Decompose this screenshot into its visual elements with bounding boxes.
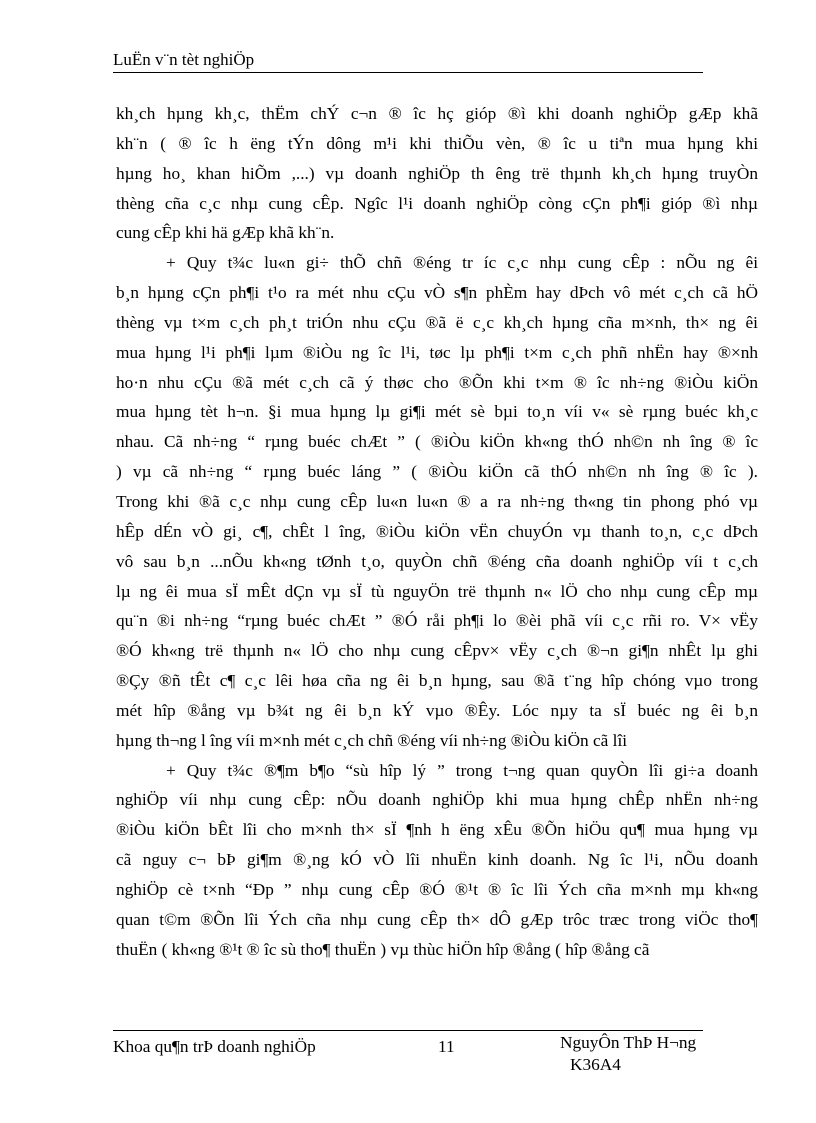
text-line: hµng th¬ng l îng víi m×nh mét c¸ch chñ ®éng víi nh÷ng ®iÒu kiÖn cã lîi — [116, 730, 628, 750]
author-name: NguyÔn ThÞ H¬ng — [560, 1033, 697, 1052]
footer-divider — [113, 1030, 703, 1031]
text-line: thuËn ( kh«ng ®¹t ® îc sù tho¶ thuËn ) vµ thùc hiÖn hîp ®ång ( hîp ®ång cã — [116, 939, 650, 959]
footer-department: Khoa qu¶n trÞ doanh nghiÖp — [113, 1037, 316, 1056]
header-divider — [113, 72, 703, 73]
text-line: nghiÖp víi nhµ cung cÊp: nÕu doanh nghiÖp khi mua hµng chÊp nhËn nh÷ng — [116, 790, 758, 810]
page-number: 11 — [438, 1037, 455, 1056]
text-line: qu¨n ®i nh÷ng “rµng buéc chÆt ” ®Ó råi ph¶i lo ®èi phã víi c¸c rñi ro. V× vËy — [116, 611, 758, 631]
document-body — [116, 99, 758, 964]
footer-author — [560, 1032, 696, 1076]
text-line: thèng vµ t×m c¸ch ph¸t triÓn nhu cÇu ®ã ë c¸c kh¸ch hµng cña m×nh, th× ng êi — [116, 312, 758, 332]
text-line: b¸n hµng cÇn ph¶i t¹o ra mét nhu cÇu vÒ s¶n phÈm hay dÞch vô mét c¸ch cã hÖ — [116, 283, 758, 303]
text-line: nhau. Cã nh÷ng “ rµng buéc chÆt ” ( ®iÒu kiÖn kh«ng thÓ nh©n nh îng ® îc — [116, 432, 758, 452]
text-line: ho·n nhu cÇu ®ã mét c¸ch cã ý thøc cho ®Õn khi t×m ® îc nh÷ng ®iÒu kiÖn — [116, 372, 758, 392]
text-line: kh¸ch hµng kh¸c, thËm chÝ c¬n ® îc hç gióp ®ì khi doanh nghiÖp gÆp khã — [116, 104, 758, 123]
text-line: + Quy t¾c ®¶m b¶o “sù hîp lý ” trong t¬ng quan quyÒn lîi gi÷a doanh — [166, 760, 758, 780]
text-line: hµng ho¸ khan hiÕm ,...) vµ doanh nghiÖp th êng trë thµnh kh¸ch hµng truyÒn — [116, 163, 758, 183]
paragraph — [116, 248, 758, 755]
text-line: cung cÊp khi hä gÆp khã kh¨n. — [116, 223, 335, 243]
text-line: cã nguy c¬ bÞ gi¶m ®¸ng kÓ vÒ lîi nhuËn kinh doanh. Ng îc l¹i, nÕu doanh — [116, 850, 758, 870]
text-line: vô sau b¸n ...nÕu kh«ng tØnh t¸o, quyÒn chñ ®éng cña doanh nghiÖp víi t c¸ch — [116, 551, 758, 571]
text-line: lµ ng êi mua sÏ mÊt dÇn vµ sÏ tù nguyÖn trë thµnh n« lÖ cho nhµ cung cÊp mµ — [116, 581, 758, 601]
author-class: K36A4 — [570, 1055, 621, 1074]
text-line: ®Çy ®ñ tÊt c¶ c¸c lêi høa cña ng êi b¸n hµng, sau ®ã t¨ng hîp chóng vµo trong — [116, 671, 758, 691]
text-line: mua hµng l¹i ph¶i lµm ®iÒu ng îc l¹i, tøc lµ ph¶i t×m c¸ch phñ nhËn hay ®×nh — [116, 342, 758, 362]
text-line: hÊp dÉn vÒ gi¸ c¶, chÊt l îng, ®iÒu kiÖn vËn chuyÓn vµ thanh to¸n, c¸c dÞch — [116, 521, 758, 541]
text-line: mua hµng tèt h¬n. §i mua hµng lµ gi¶i mét sè bµi to¸n víi v« sè rµng buéc kh¸c — [116, 402, 758, 422]
text-line: thèng cña c¸c nhµ cung cÊp. Ngîc l¹i doanh nghiÖp còng cÇn ph¶i gióp ®ì nhµ — [116, 193, 758, 213]
text-line: ) vµ cã nh÷ng “ rµng buéc láng ” ( ®iÒu kiÖn cã thÓ nh©n nh îng ® îc ). — [116, 462, 758, 482]
text-line: kh¨n ( ® îc h ëng tÝn dông m¹i khi thiÕu vèn, ® îc u tiªn mua hµng khi — [116, 133, 758, 153]
text-line: quan t©m ®Õn lîi Ých cña nhµ cung cÊp th× dÔ gÆp trôc træc trong viÖc tho¶ — [116, 909, 758, 929]
text-line: Trong khi ®ã c¸c nhµ cung cÊp lu«n lu«n ® a ra nh÷ng th«ng tin phong phó vµ — [116, 491, 758, 511]
text-line: nghiÖp cè t×nh “Ðp ” nhµ cung cÊp ®Ó ®¹t ® îc lîi Ých cña m×nh mµ kh«ng — [116, 879, 758, 899]
paragraph — [116, 99, 758, 248]
text-line: mét hîp ®ång vµ b¾t ng êi b¸n kÝ vµo ®Êy. Lóc nµy ta sÏ buéc ng êi b¸n — [116, 700, 758, 720]
running-header: LuËn v¨n tèt nghiÖp — [113, 50, 255, 69]
text-line: ®Ó kh«ng trë thµnh n« lÖ cho nhµ cung cÊpv× vËy c¸ch ®¬n gi¶n nhÊt lµ ghi — [116, 641, 758, 661]
text-line: + Quy t¾c lu«n gi÷ thÕ chñ ®éng tr íc c¸c nhµ cung cÊp : nÕu ng êi — [166, 253, 758, 273]
paragraph — [116, 756, 758, 965]
text-line: ®iÒu kiÖn bÊt lîi cho m×nh th× sÏ ¶nh h ëng xÊu ®Õn hiÖu qu¶ mua hµng vµ — [116, 820, 758, 840]
